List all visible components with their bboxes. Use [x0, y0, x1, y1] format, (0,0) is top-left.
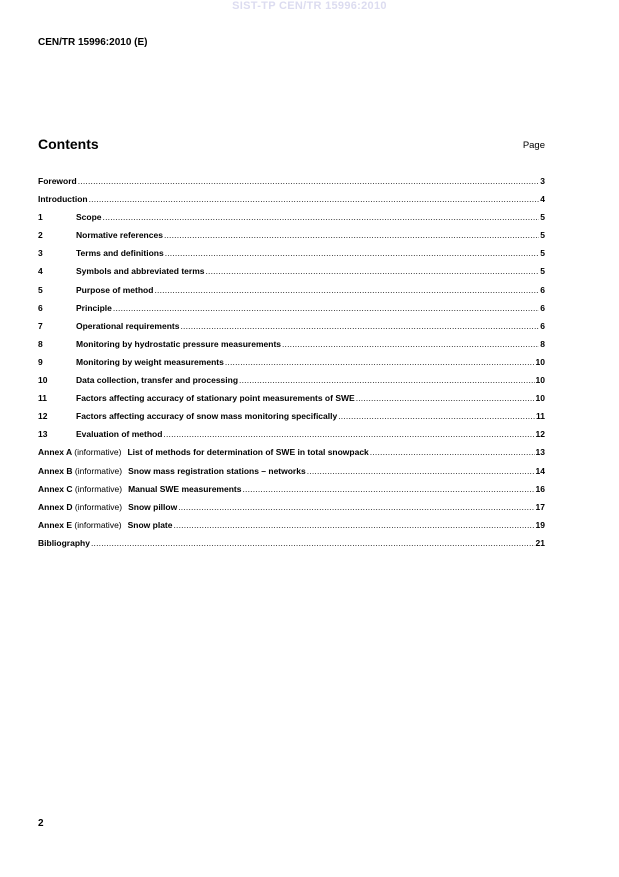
toc-clause-number: 5 — [38, 284, 43, 295]
toc-clause-number: 4 — [38, 266, 43, 277]
toc-annex-qualifier: (informative) — [74, 447, 122, 458]
toc-entry-title: Terms and definitions — [76, 248, 164, 259]
toc-entry-title: Introduction — [38, 194, 88, 205]
toc-annex-id: Annex D — [38, 501, 73, 512]
toc-leader-dots — [78, 176, 540, 186]
toc-entry-title: Snow mass registration stations – networks — [128, 465, 306, 476]
toc-entry-title: Manual SWE measurements — [128, 483, 242, 494]
toc-entry-title: Foreword — [38, 176, 77, 186]
toc-page-number: 3 — [540, 176, 545, 186]
toc-clause-number: 10 — [38, 375, 48, 386]
toc-annex-label — [38, 466, 122, 476]
toc-page-number: 5 — [540, 212, 545, 223]
toc-entry-title: Normative references — [76, 230, 163, 241]
toc-leader-dots — [178, 502, 534, 512]
toc-leader-dots — [239, 375, 535, 385]
toc-entry[interactable] — [38, 538, 545, 556]
toc-leader-dots — [206, 266, 540, 276]
toc-page-number: 16 — [535, 483, 545, 494]
toc-clause-number: 8 — [38, 338, 43, 349]
toc-entry-title: List of methods for determination of SWE in total snowpack — [127, 447, 369, 458]
toc-page-number: 10 — [535, 375, 545, 386]
toc-entry-title: Monitoring by hydrostatic pressure measurements — [76, 338, 281, 349]
toc-page-number: 6 — [540, 302, 545, 313]
page-column-label: Page — [522, 140, 545, 151]
toc-entry[interactable] — [38, 375, 545, 393]
toc-entry[interactable] — [38, 176, 545, 194]
toc-entry[interactable] — [38, 266, 545, 284]
toc-entry-title: Purpose of method — [76, 284, 154, 295]
toc-entry-title: Factors affecting accuracy of snow mass monitoring specifically — [76, 411, 338, 422]
toc-annex-id: Annex A — [38, 447, 72, 458]
page-number: 2 — [38, 818, 44, 829]
toc-annex-label — [38, 520, 122, 530]
toc-annex-label — [38, 447, 121, 457]
toc-page-number: 5 — [540, 230, 545, 241]
toc-entry[interactable] — [38, 248, 545, 266]
toc-clause-number: 11 — [38, 393, 47, 404]
toc-leader-dots — [307, 466, 535, 476]
toc-page-number: 19 — [535, 519, 545, 530]
toc-clause-number: 13 — [38, 429, 48, 440]
toc-leader-dots — [89, 194, 540, 204]
toc-entry[interactable] — [38, 230, 545, 248]
toc-entry-title: Data collection, transfer and processing — [76, 375, 239, 386]
toc-annex-qualifier: (informative) — [74, 465, 123, 476]
toc-annex-qualifier: (informative) — [74, 483, 123, 494]
toc-page-number: 5 — [540, 248, 545, 259]
toc-entry-title: Evaluation of method — [76, 429, 163, 440]
toc-page-number: 17 — [535, 501, 545, 512]
toc-page-number: 4 — [540, 194, 545, 205]
toc-leader-dots — [180, 321, 539, 331]
toc-leader-dots — [91, 538, 535, 548]
toc-entry[interactable] — [38, 466, 545, 484]
toc-page-number: 6 — [540, 284, 545, 295]
toc-annex-label — [38, 484, 122, 494]
toc-annex-id: Annex E — [38, 519, 73, 530]
toc-leader-dots — [356, 393, 535, 403]
toc-leader-dots — [165, 248, 540, 258]
toc-page-number: 6 — [540, 320, 545, 331]
toc-entry-title: Symbols and abbreviated terms — [76, 266, 205, 277]
toc-entry-title: Principle — [76, 302, 112, 313]
toc-annex-qualifier: (informative) — [74, 501, 123, 512]
watermark: SIST-TP CEN/TR 15996:2010 — [232, 0, 387, 12]
toc-leader-dots — [370, 447, 535, 457]
toc-annex-qualifier: (informative) — [74, 519, 122, 530]
toc-entry[interactable] — [38, 393, 545, 411]
toc-leader-dots — [338, 411, 535, 421]
toc-leader-dots — [154, 285, 539, 295]
toc-entry[interactable] — [38, 285, 545, 303]
toc-annex-id: Annex C — [38, 483, 73, 494]
toc-page-number: 10 — [535, 393, 545, 404]
toc-page-number: 5 — [540, 266, 545, 277]
toc-entry-title: Snow pillow — [128, 501, 178, 512]
toc-page-number: 10 — [535, 356, 545, 367]
toc-leader-dots — [225, 357, 535, 367]
toc-clause-number: 12 — [38, 411, 48, 422]
toc-entry[interactable] — [38, 520, 545, 538]
toc-annex-id: Annex B — [38, 465, 73, 476]
toc-leader-dots — [164, 230, 539, 240]
toc-entry[interactable] — [38, 357, 545, 375]
toc-page-number: 11 — [536, 411, 545, 422]
toc-entry-title: Factors affecting accuracy of stationary point measurements of SWE — [76, 393, 355, 404]
toc-entry-title: Monitoring by weight measurements — [76, 356, 224, 367]
toc-page-number: 12 — [535, 429, 545, 440]
toc-leader-dots — [163, 429, 534, 439]
toc-entry[interactable] — [38, 212, 545, 230]
toc-clause-number: 3 — [38, 248, 43, 259]
toc-clause-number: 2 — [38, 230, 43, 241]
toc-entry[interactable] — [38, 447, 545, 465]
table-of-contents — [38, 176, 545, 556]
toc-entry-title: Scope — [76, 212, 102, 223]
toc-entry[interactable] — [38, 484, 545, 502]
toc-entry[interactable] — [38, 321, 545, 339]
toc-entry[interactable] — [38, 411, 545, 429]
toc-page-number: 13 — [535, 447, 545, 458]
toc-clause-number: 6 — [38, 302, 43, 313]
toc-entry-title: Snow plate — [127, 519, 173, 530]
toc-page-number: 14 — [535, 465, 545, 476]
toc-leader-dots — [113, 303, 539, 313]
toc-entry[interactable] — [38, 502, 545, 520]
toc-entry[interactable] — [38, 303, 545, 321]
toc-leader-dots — [103, 212, 540, 222]
toc-leader-dots — [282, 339, 539, 349]
toc-clause-number: 9 — [38, 356, 43, 367]
toc-entry[interactable] — [38, 429, 545, 447]
toc-entry-title: Bibliography — [38, 537, 90, 548]
toc-leader-dots — [174, 520, 535, 530]
toc-clause-number: 1 — [38, 212, 43, 223]
toc-entry[interactable] — [38, 339, 545, 357]
toc-page-number: 21 — [535, 537, 545, 548]
toc-leader-dots — [242, 484, 534, 494]
document-id: CEN/TR 15996:2010 (E) — [38, 37, 148, 48]
contents-title: Contents — [38, 136, 99, 152]
toc-clause-number: 7 — [38, 320, 43, 331]
toc-entry[interactable] — [38, 194, 545, 212]
toc-entry-title: Operational requirements — [76, 320, 180, 331]
toc-page-number: 8 — [540, 338, 545, 349]
toc-annex-label — [38, 502, 122, 512]
